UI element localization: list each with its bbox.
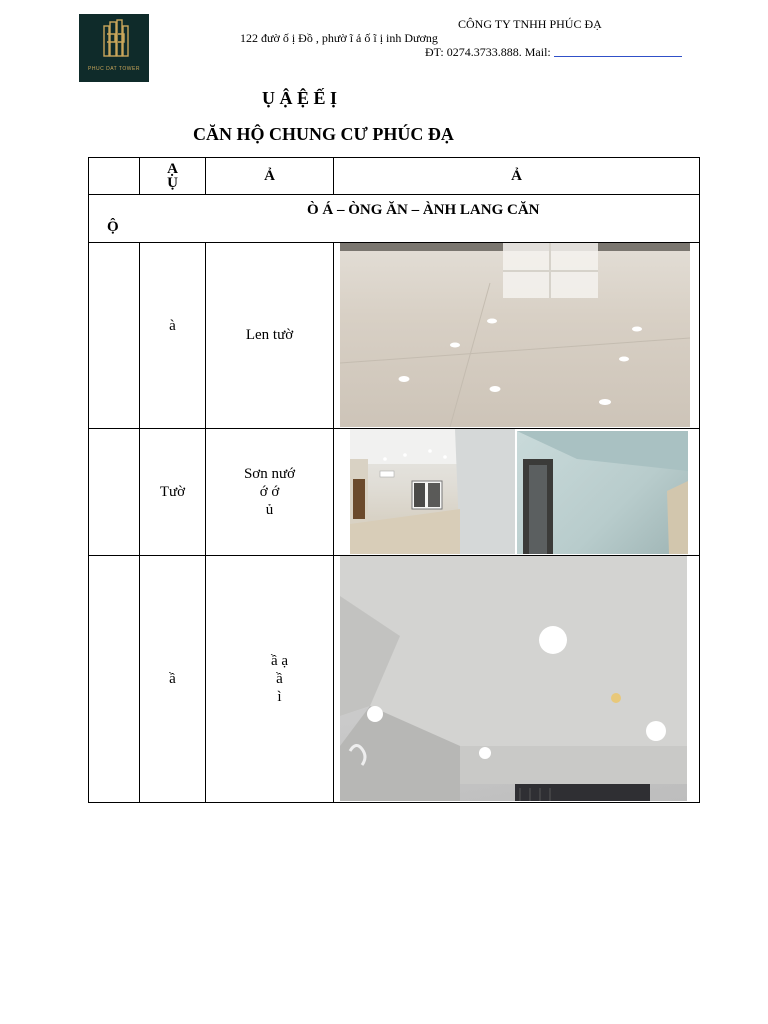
company-address: 122 đườ ố ị Đồ , phườ ĩ ả ố ĩ ị inh Dương — [240, 31, 438, 45]
header-cell-index — [89, 158, 140, 195]
section-heading — [89, 195, 700, 243]
spec-table — [88, 157, 700, 803]
ceiling-photo — [340, 556, 687, 801]
section-heading-line2: Ộ — [107, 218, 119, 235]
row-description: Len tườ — [206, 243, 334, 429]
wall-photo-2 — [517, 431, 688, 554]
row-description: ầ ạ ầ ì — [206, 556, 334, 803]
row-photo — [334, 243, 700, 429]
row-category: Tườ — [140, 429, 206, 556]
header-cell-item: Ạ Ụ — [140, 158, 206, 195]
section-row — [89, 195, 700, 243]
section-heading-line1: Ò Á – ÒNG ĂN – ÀNH LANG CĂN — [307, 201, 540, 218]
company-name: CÔNG TY TNHH PHÚC ĐẠ — [458, 17, 602, 31]
row-category: ầ — [140, 556, 206, 803]
contact-text: ĐT: 0274.3733.888. Mail: — [425, 45, 554, 59]
floor-photo — [340, 243, 690, 427]
row-index — [89, 429, 140, 556]
table-row — [89, 556, 700, 803]
header-cell-description: Ả — [206, 158, 334, 195]
row-description: Sơn nướ ớ ớ ủ — [206, 429, 334, 556]
mail-link[interactable] — [554, 55, 682, 57]
table-header-row — [89, 158, 700, 195]
row-photo — [334, 429, 700, 556]
row-index — [89, 556, 140, 803]
doc-title-line2: CĂN HỘ CHUNG CƯ PHÚC ĐẠ — [193, 124, 454, 144]
row-photo — [334, 556, 700, 803]
company-contact — [425, 45, 682, 60]
wall-photo-1 — [350, 429, 515, 554]
row-index — [89, 243, 140, 429]
logo-caption: PHUC DAT TOWER — [88, 66, 140, 72]
table-row — [89, 429, 700, 556]
table-row — [89, 243, 700, 429]
company-logo — [79, 14, 149, 82]
row-category: à — [140, 243, 206, 429]
doc-title-line1: Ụ Ậ Ệ Ế Ị — [262, 88, 338, 108]
header-cell-image: Ả — [334, 158, 700, 195]
